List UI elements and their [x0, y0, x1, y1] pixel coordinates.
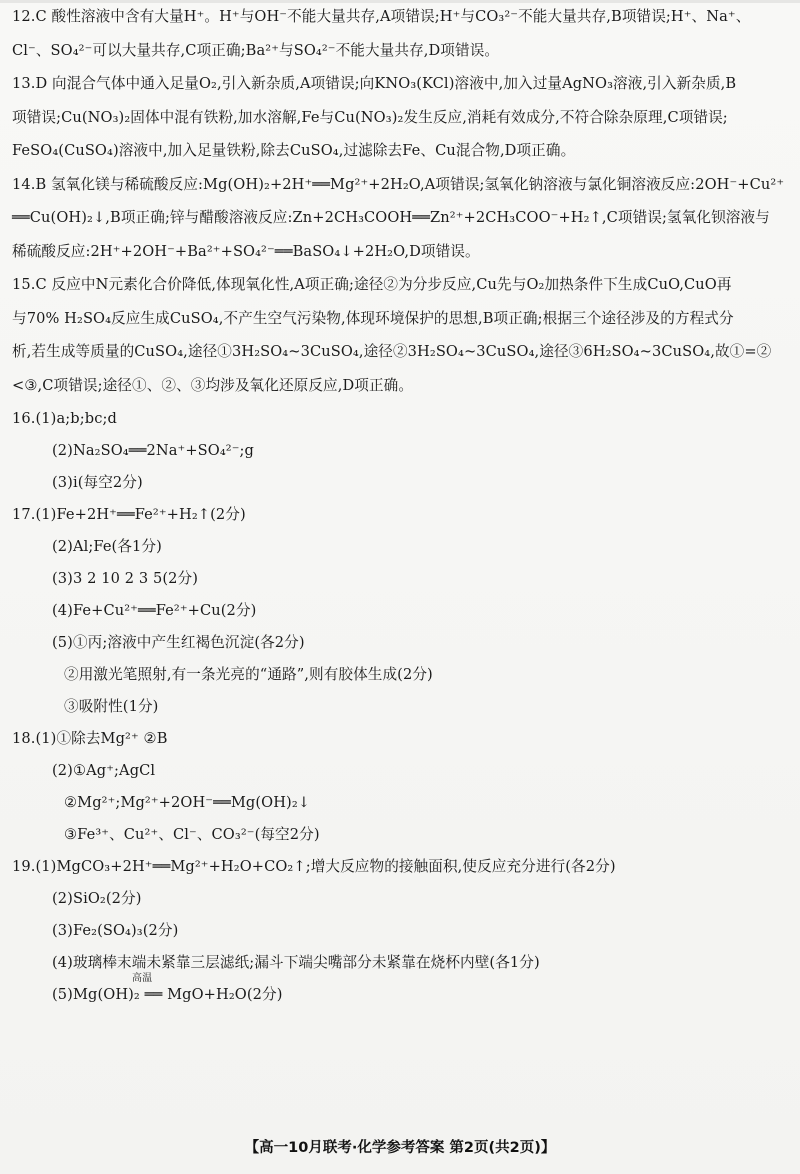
q12-line-1: 12.C 酸性溶液中含有大量H⁺。H⁺与OH⁻不能大量共存,A项错误;H⁺与CO₃²⁻不能大量共存,B项错误;H⁺、Na⁺、: [12, 8, 751, 25]
q14-line-2: ══Cu(OH)₂↓,B项正确;锌与醋酸溶液反应:Zn+2CH₃COOH══Zn²⁺+2CH₃COO⁻+H₂↑,C项错误;氢氧化钡溶液与: [12, 209, 770, 226]
q14-line-1: 14.B 氢氧化镁与稀硫酸反应:Mg(OH)₂+2H⁺══Mg²⁺+2H₂O,A项错误;氢氧化钠溶液与氯化铜溶液反应:2OH⁻+Cu²⁺: [12, 175, 785, 193]
reaction-condition-label: 高温: [132, 973, 153, 984]
q17-part-5: (5)①丙;溶液中产生红褐色沉淀(各2分): [52, 634, 305, 651]
q14-line-3: 稀硫酸反应:2H⁺+2OH⁻+Ba²⁺+SO₄²⁻══BaSO₄↓+2H₂O,D项错误。: [12, 242, 480, 260]
q18-part-2-sub-2: ②Mg²⁺;Mg²⁺+2OH⁻══Mg(OH)₂↓: [64, 794, 311, 811]
page-top-edge: [0, 0, 800, 3]
page-footer: 【高一10月联考·化学参考答案 第2页(共2页)】: [244, 1140, 556, 1156]
q19-part-2: (2)SiO₂(2分): [52, 890, 142, 907]
q19-part-5-equation: (5)Mg(OH)₂ ══ MgO+H₂O(2分): [52, 986, 283, 1003]
q15-line-3: 析,若生成等质量的CuSO₄,途径①3H₂SO₄~3CuSO₄,途径②3H₂SO₄~3CuSO₄,途径③6H₂SO₄~3CuSO₄,故①=②: [12, 343, 772, 360]
q15-line-1: 15.C 反应中N元素化合价降低,体现氧化性,A项正确;途径②为分步反应,Cu先与O₂加热条件下生成CuO,CuO再: [12, 276, 732, 293]
q18-part-1: 18.(1)①除去Mg²⁺ ②B: [12, 730, 168, 747]
q17-part-5-sub-3: ③吸附性(1分): [64, 698, 159, 715]
answer-content: [12, 6, 792, 1006]
q17-part-3: (3)3 2 10 2 3 5(2分): [52, 570, 199, 587]
q19-part-3: (3)Fe₂(SO₄)₃(2分): [52, 922, 179, 939]
q13-line-3: FeSO₄(CuSO₄)溶液中,加入足量铁粉,除去CuSO₄,过滤除去Fe、Cu混合物,D项正确。: [12, 142, 576, 159]
q19-part-5: [12, 973, 792, 1006]
q17-part-4: (4)Fe+Cu²⁺══Fe²⁺+Cu(2分): [52, 602, 257, 619]
q12-line-2: Cl⁻、SO₄²⁻可以大量共存,C项正确;Ba²⁺与SO₄²⁻不能大量共存,D项错误。: [12, 41, 500, 59]
q15-line-2: 与70% H₂SO₄反应生成CuSO₄,不产生空气污染物,体现环境保护的思想,B项正确;根据三个途径涉及的方程式分: [12, 309, 734, 327]
q19-part-1: 19.(1)MgCO₃+2H⁺══Mg²⁺+H₂O+CO₂↑;增大反应物的接触面积,使反应充分进行(各2分): [12, 858, 616, 875]
q16-part-1: 16.(1)a;b;bc;d: [12, 410, 117, 427]
q17-part-1: 17.(1)Fe+2H⁺══Fe²⁺+H₂↑(2分): [12, 506, 246, 523]
q13-line-2: 项错误;Cu(NO₃)₂固体中混有铁粉,加水溶解,Fe与Cu(NO₃)₂发生反应,消耗有效成分,不符合除杂原理,C项错误;: [12, 108, 728, 126]
q19-part-4: (4)玻璃棒末端未紧靠三层滤纸;漏斗下端尖嘴部分未紧靠在烧杯内壁(各1分): [52, 954, 540, 971]
q17-part-5-sub-2: ②用激光笔照射,有一条光亮的“通路”,则有胶体生成(2分): [64, 666, 433, 683]
q18-part-2-sub-3: ③Fe³⁺、Cu²⁺、Cl⁻、CO₃²⁻(每空2分): [64, 826, 320, 843]
q16-part-2: (2)Na₂SO₄══2Na⁺+SO₄²⁻;g: [52, 442, 254, 459]
q17-part-2: (2)Al;Fe(各1分): [52, 538, 162, 555]
q13-line-1: 13.D 向混合气体中通入足量O₂,引入新杂质,A项错误;向KNO₃(KCl)溶液中,加入过量AgNO₃溶液,引入新杂质,B: [12, 75, 737, 92]
q16-part-3: (3)i(每空2分): [52, 474, 143, 491]
q18-part-2: (2)①Ag⁺;AgCl: [52, 762, 156, 779]
q15-line-4: <③,C项错误;途径①、②、③均涉及氧化还原反应,D项正确。: [12, 376, 414, 394]
